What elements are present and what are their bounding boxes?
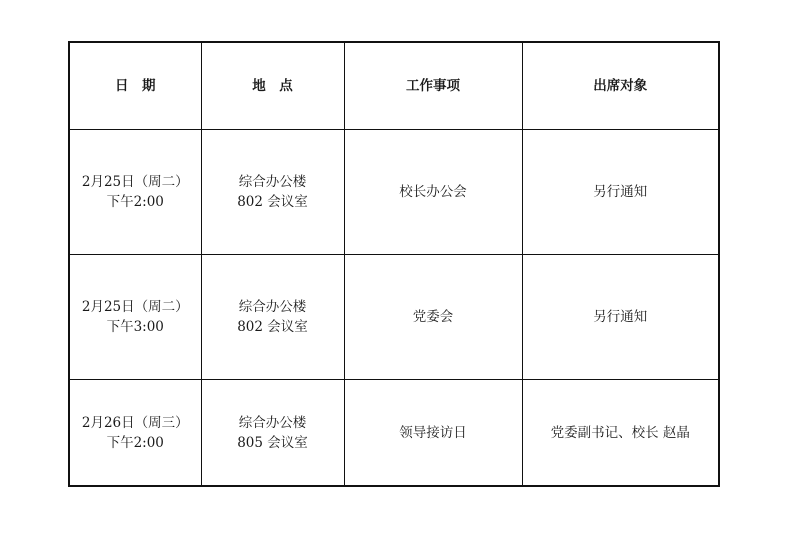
table-row (69, 130, 719, 255)
date-text: 2月25日（周二） (81, 174, 189, 190)
schedule-table (68, 41, 720, 487)
date-text: 2月26日（周三） (81, 414, 189, 431)
building-text: 综合办公楼 (238, 414, 307, 431)
location-cell (201, 255, 344, 380)
location-cell (201, 380, 344, 487)
time-text: 下午2:00 (106, 194, 164, 210)
header-agenda: 工作事项 (344, 42, 522, 130)
room-text: 802 会议室 (237, 194, 308, 210)
date-cell (69, 255, 201, 380)
date-text: 2月25日（周二） (81, 299, 189, 315)
agenda-cell: 校长办公会 (344, 130, 522, 255)
location-cell (201, 130, 344, 255)
agenda-cell: 党委会 (344, 255, 522, 380)
date-cell (69, 380, 201, 487)
header-date: 日 期 (69, 42, 201, 130)
header-location: 地 点 (201, 42, 344, 130)
room-text: 802 会议室 (237, 319, 308, 335)
room-text: 805 会议室 (237, 434, 308, 451)
time-text: 下午2:00 (106, 434, 164, 451)
date-cell (69, 130, 201, 255)
building-text: 综合办公楼 (238, 174, 307, 190)
header-attendees: 出席对象 (522, 42, 719, 130)
table-row (69, 255, 719, 380)
attendees-cell: 党委副书记、校长 赵晶 (522, 380, 719, 487)
attendees-cell: 另行通知 (522, 255, 719, 380)
agenda-cell: 领导接访日 (344, 380, 522, 487)
header-row (69, 42, 719, 130)
building-text: 综合办公楼 (238, 299, 307, 315)
attendees-cell: 另行通知 (522, 130, 719, 255)
table-row (69, 380, 719, 487)
time-text: 下午3:00 (106, 319, 164, 335)
